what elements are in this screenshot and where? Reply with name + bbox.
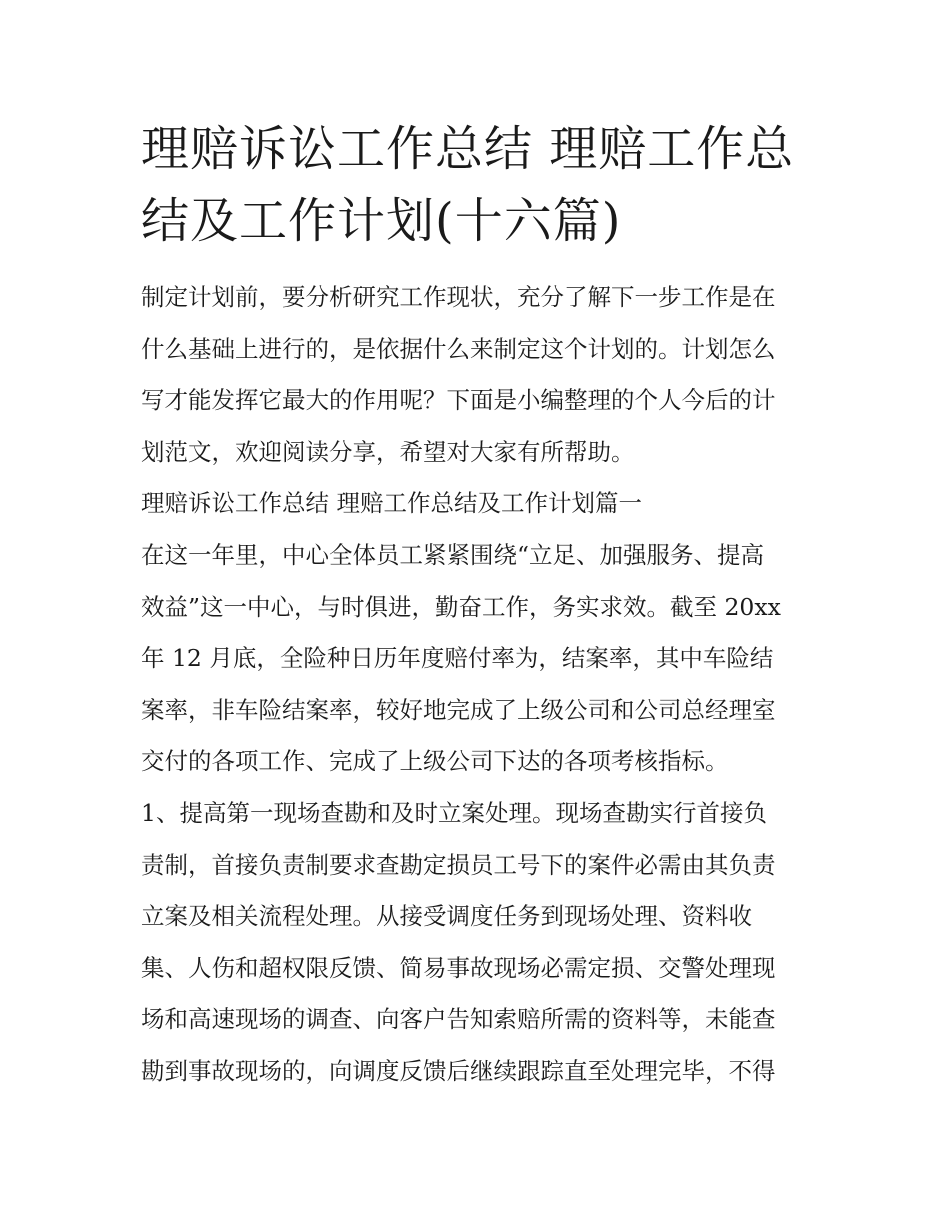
intro-line: 制定计划前，要分析研究工作现状，充分了解下一步工作是在	[141, 283, 776, 311]
paragraph-line: 场和高速现场的调查、向客户告知索赔所需的资料等，未能查	[141, 1005, 776, 1034]
paragraph-line: 交付的各项工作、完成了上级公司下达的各项考核指标。	[141, 747, 729, 776]
paragraph-line: 效益”这一中心，与时俱进，勤奋工作，务实求效。截至 20xx	[141, 592, 781, 621]
paragraph-line: 1、提高第一现场查勘和及时立案处理。现场查勘实行首接负	[141, 798, 767, 827]
paragraph-line: 立案及相关流程处理。从接受调度任务到现场处理、资料收	[141, 902, 752, 931]
paragraph-line: 年 12 月底，全险种日历年度赔付率为，结案率，其中车险结	[141, 644, 774, 673]
document-title	[141, 113, 821, 257]
intro-line: 划范文，欢迎阅读分享，希望对大家有所帮助。	[141, 437, 635, 466]
paragraph-line: 案率，非车险结案率，较好地完成了上级公司和公司总经理室	[141, 695, 776, 724]
paragraph-line: 集、人伤和超权限反馈、简易事故现场必需定损、交警处理现	[141, 953, 776, 982]
paragraph-line: 勘到事故现场的，向调度反馈后继续跟踪直至处理完毕，不得	[141, 1056, 776, 1085]
paragraph-line: 在这一年里，中心全体员工紧紧围绕“立足、加强服务、提高	[141, 540, 765, 569]
title-line: 结及工作计划(十六篇)	[141, 193, 622, 249]
document-body	[141, 272, 821, 1098]
intro-line: 写才能发挥它最大的作用呢？下面是小编整理的个人今后的计	[141, 386, 776, 415]
title-line: 理赔诉讼工作总结 理赔工作总	[141, 121, 795, 177]
section-heading: 理赔诉讼工作总结 理赔工作总结及工作计划篇一	[141, 489, 642, 518]
intro-line: 什么基础上进行的，是依据什么来制定这个计划的。计划怎么	[141, 334, 776, 363]
paragraph-line: 责制，首接负责制要求查勘定损员工号下的案件必需由其负责	[141, 850, 776, 879]
